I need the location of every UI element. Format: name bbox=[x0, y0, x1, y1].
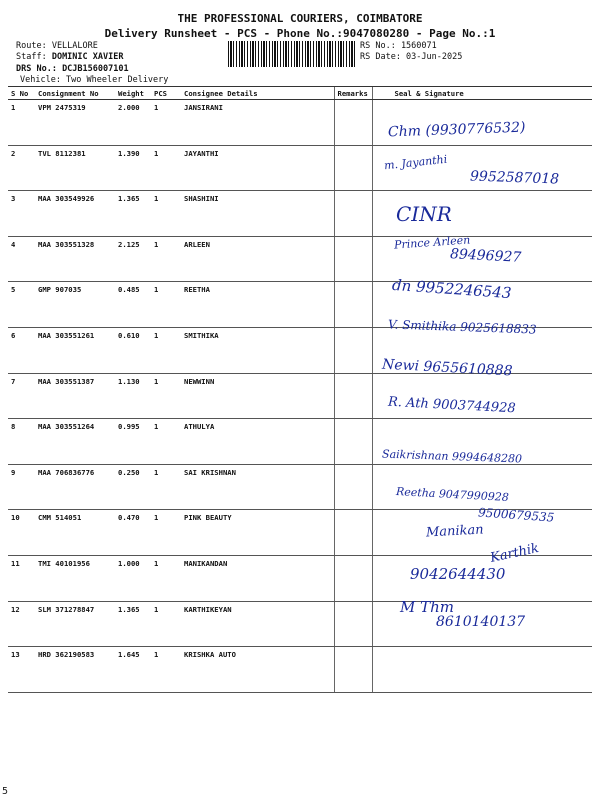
cell-weight: 1.645 bbox=[115, 647, 151, 693]
cell-consignment: MAA 303551328 bbox=[35, 236, 115, 282]
cell-consignee: REETHA bbox=[181, 282, 334, 328]
cell-sno: 1 bbox=[8, 100, 35, 146]
signature-row-4-name: Prince Arleen bbox=[393, 233, 471, 252]
cell-pcs: 1 bbox=[151, 373, 181, 419]
cell-sno: 8 bbox=[8, 419, 35, 465]
cell-consignee: MANIKANDAN bbox=[181, 555, 334, 601]
signature-row-9: Saikrishnan 9994648280 bbox=[381, 447, 523, 466]
col-header-consignee: Consignee Details bbox=[181, 87, 334, 100]
signature-row-2-name: m. Jayanthi bbox=[383, 152, 448, 173]
staff-line bbox=[16, 52, 123, 62]
cell-weight: 1.390 bbox=[115, 145, 151, 191]
cell-remarks bbox=[334, 236, 372, 282]
cell-consignment: TMI 40101956 bbox=[35, 555, 115, 601]
cell-weight: 0.470 bbox=[115, 510, 151, 556]
cell-sno: 4 bbox=[8, 236, 35, 282]
col-header-weight: Weight bbox=[115, 87, 151, 100]
cell-consignee: SMITHIKA bbox=[181, 327, 334, 373]
col-header-sno: S No bbox=[8, 87, 35, 100]
table-body bbox=[8, 100, 592, 693]
table-row bbox=[8, 647, 592, 693]
cell-remarks bbox=[334, 647, 372, 693]
signature-row-3: CINR bbox=[396, 202, 452, 226]
rs-number: RS No.: 1560071 bbox=[360, 41, 437, 51]
signature-row-10: Reetha 9047990928 bbox=[395, 485, 510, 504]
cell-pcs: 1 bbox=[151, 145, 181, 191]
cell-weight: 1.365 bbox=[115, 601, 151, 647]
cell-sno: 7 bbox=[8, 373, 35, 419]
cell-weight: 0.485 bbox=[115, 282, 151, 328]
drs-line bbox=[16, 64, 129, 74]
cell-pcs: 1 bbox=[151, 282, 181, 328]
staff-label: Staff: bbox=[16, 52, 52, 62]
cell-remarks bbox=[334, 145, 372, 191]
cell-sno: 10 bbox=[8, 510, 35, 556]
cell-remarks bbox=[334, 100, 372, 146]
table-row bbox=[8, 555, 592, 601]
cell-signature bbox=[372, 601, 592, 647]
cell-remarks bbox=[334, 419, 372, 465]
runsheet-table bbox=[8, 86, 592, 693]
cell-remarks bbox=[334, 327, 372, 373]
table-row bbox=[8, 510, 592, 556]
table-row bbox=[8, 327, 592, 373]
table-row bbox=[8, 464, 592, 510]
table-row bbox=[8, 419, 592, 465]
cell-weight: 0.250 bbox=[115, 464, 151, 510]
table-row bbox=[8, 282, 592, 328]
cell-weight: 1.000 bbox=[115, 555, 151, 601]
company-title: THE PROFESSIONAL COURIERS, COIMBATORE bbox=[177, 12, 423, 25]
cell-pcs: 1 bbox=[151, 100, 181, 146]
table-row bbox=[8, 145, 592, 191]
cell-signature bbox=[372, 100, 592, 146]
cell-signature bbox=[372, 191, 592, 237]
signature-row-4-phone: 89496927 bbox=[449, 246, 522, 266]
cell-sno: 6 bbox=[8, 327, 35, 373]
cell-signature bbox=[372, 236, 592, 282]
cell-consignment: MAA 303551261 bbox=[35, 327, 115, 373]
cell-consignee: ATHULYA bbox=[181, 419, 334, 465]
cell-sno: 2 bbox=[8, 145, 35, 191]
signature-row-8: R. Ath 9003744928 bbox=[387, 394, 516, 417]
cell-consignee: JANSIRANI bbox=[181, 100, 334, 146]
table-row bbox=[8, 601, 592, 647]
cell-consignment: GMP 907035 bbox=[35, 282, 115, 328]
signature-row-6: V. Smithika 9025618833 bbox=[387, 317, 537, 337]
cell-consignee: KARTHIKEYAN bbox=[181, 601, 334, 647]
cell-consignment: MAA 303551264 bbox=[35, 419, 115, 465]
vehicle-label: Vehicle: Two Wheeler Delivery bbox=[20, 75, 169, 85]
cell-signature bbox=[372, 419, 592, 465]
corner-mark: 5 bbox=[2, 786, 9, 797]
cell-pcs: 1 bbox=[151, 464, 181, 510]
cell-signature bbox=[372, 145, 592, 191]
barcode bbox=[228, 41, 356, 67]
cell-weight: 1.365 bbox=[115, 191, 151, 237]
cell-signature bbox=[372, 647, 592, 693]
cell-remarks bbox=[334, 601, 372, 647]
signature-row-5: dn 9952246543 bbox=[391, 275, 512, 303]
cell-signature bbox=[372, 510, 592, 556]
cell-sno: 11 bbox=[8, 555, 35, 601]
cell-sno: 5 bbox=[8, 282, 35, 328]
cell-pcs: 1 bbox=[151, 510, 181, 556]
cell-sno: 9 bbox=[8, 464, 35, 510]
table-header-row bbox=[8, 87, 592, 100]
rs-date: RS Date: 03-Jun-2025 bbox=[360, 52, 463, 62]
cell-remarks bbox=[334, 191, 372, 237]
cell-consignee: JAYANTHI bbox=[181, 145, 334, 191]
cell-pcs: 1 bbox=[151, 601, 181, 647]
signature-row-11-name: Manikan bbox=[425, 522, 484, 541]
cell-signature bbox=[372, 327, 592, 373]
cell-pcs: 1 bbox=[151, 555, 181, 601]
cell-sno: 13 bbox=[8, 647, 35, 693]
table-row bbox=[8, 236, 592, 282]
col-header-consignment: Consignment No bbox=[35, 87, 115, 100]
drs-number: DCJB156007101 bbox=[62, 64, 129, 74]
signature-row-13-phone: 8610140137 bbox=[436, 614, 526, 630]
cell-consignment: MAA 303549926 bbox=[35, 191, 115, 237]
cell-consignment: MAA 706836776 bbox=[35, 464, 115, 510]
signature-row-11-phone: 9500679535 bbox=[477, 505, 555, 525]
cell-weight: 2.000 bbox=[115, 100, 151, 146]
cell-consignment: HRD 362190583 bbox=[35, 647, 115, 693]
cell-weight: 0.610 bbox=[115, 327, 151, 373]
cell-consignment: VPM 2475319 bbox=[35, 100, 115, 146]
drs-label: DRS No.: bbox=[16, 64, 63, 74]
col-header-signature: Seal & Signature bbox=[372, 87, 592, 100]
cell-consignment: SLM 371278847 bbox=[35, 601, 115, 647]
signature-row-13-name: M Thm bbox=[400, 598, 455, 616]
cell-consignee: KRISHKA AUTO bbox=[181, 647, 334, 693]
table-row bbox=[8, 191, 592, 237]
cell-consignee: SHASHINI bbox=[181, 191, 334, 237]
cell-remarks bbox=[334, 510, 372, 556]
cell-consignment: TVL 8112381 bbox=[35, 145, 115, 191]
cell-pcs: 1 bbox=[151, 191, 181, 237]
cell-remarks bbox=[334, 555, 372, 601]
col-header-pcs: PCS bbox=[151, 87, 181, 100]
cell-weight: 1.130 bbox=[115, 373, 151, 419]
col-header-remarks: Remarks bbox=[334, 87, 372, 100]
cell-consignee: PINK BEAUTY bbox=[181, 510, 334, 556]
cell-signature bbox=[372, 555, 592, 601]
signature-row-12-phone: 9042644430 bbox=[410, 565, 506, 583]
table-row bbox=[8, 100, 592, 146]
signature-row-7: Newi 9655610888 bbox=[381, 356, 513, 380]
runsheet-table-wrap bbox=[8, 86, 592, 660]
signature-row-12-name: Karthik bbox=[488, 541, 541, 566]
cell-weight: 2.125 bbox=[115, 236, 151, 282]
runsheet-subtitle: Delivery Runsheet - PCS - Phone No.:9047080280 - Page No.:1 bbox=[104, 27, 496, 40]
cell-signature bbox=[372, 464, 592, 510]
cell-signature bbox=[372, 373, 592, 419]
cell-sno: 3 bbox=[8, 191, 35, 237]
table-row bbox=[8, 373, 592, 419]
cell-consignee: ARLEEN bbox=[181, 236, 334, 282]
cell-remarks bbox=[334, 464, 372, 510]
cell-consignee: NEWWINN bbox=[181, 373, 334, 419]
signature-row-2-phone: 9952587018 bbox=[469, 168, 560, 188]
cell-pcs: 1 bbox=[151, 327, 181, 373]
cell-remarks bbox=[334, 373, 372, 419]
cell-consignment: CMM 514051 bbox=[35, 510, 115, 556]
cell-pcs: 1 bbox=[151, 236, 181, 282]
cell-remarks bbox=[334, 282, 372, 328]
cell-pcs: 1 bbox=[151, 647, 181, 693]
signature-row-1: Chm (9930776532) bbox=[387, 119, 526, 141]
staff-name: DOMINIC XAVIER bbox=[51, 52, 124, 62]
cell-sno: 12 bbox=[8, 601, 35, 647]
route-label: Route: VELLALORE bbox=[16, 41, 98, 51]
cell-pcs: 1 bbox=[151, 419, 181, 465]
cell-weight: 0.995 bbox=[115, 419, 151, 465]
cell-consignment: MAA 303551387 bbox=[35, 373, 115, 419]
cell-signature bbox=[372, 282, 592, 328]
cell-consignee: SAI KRISHNAN bbox=[181, 464, 334, 510]
